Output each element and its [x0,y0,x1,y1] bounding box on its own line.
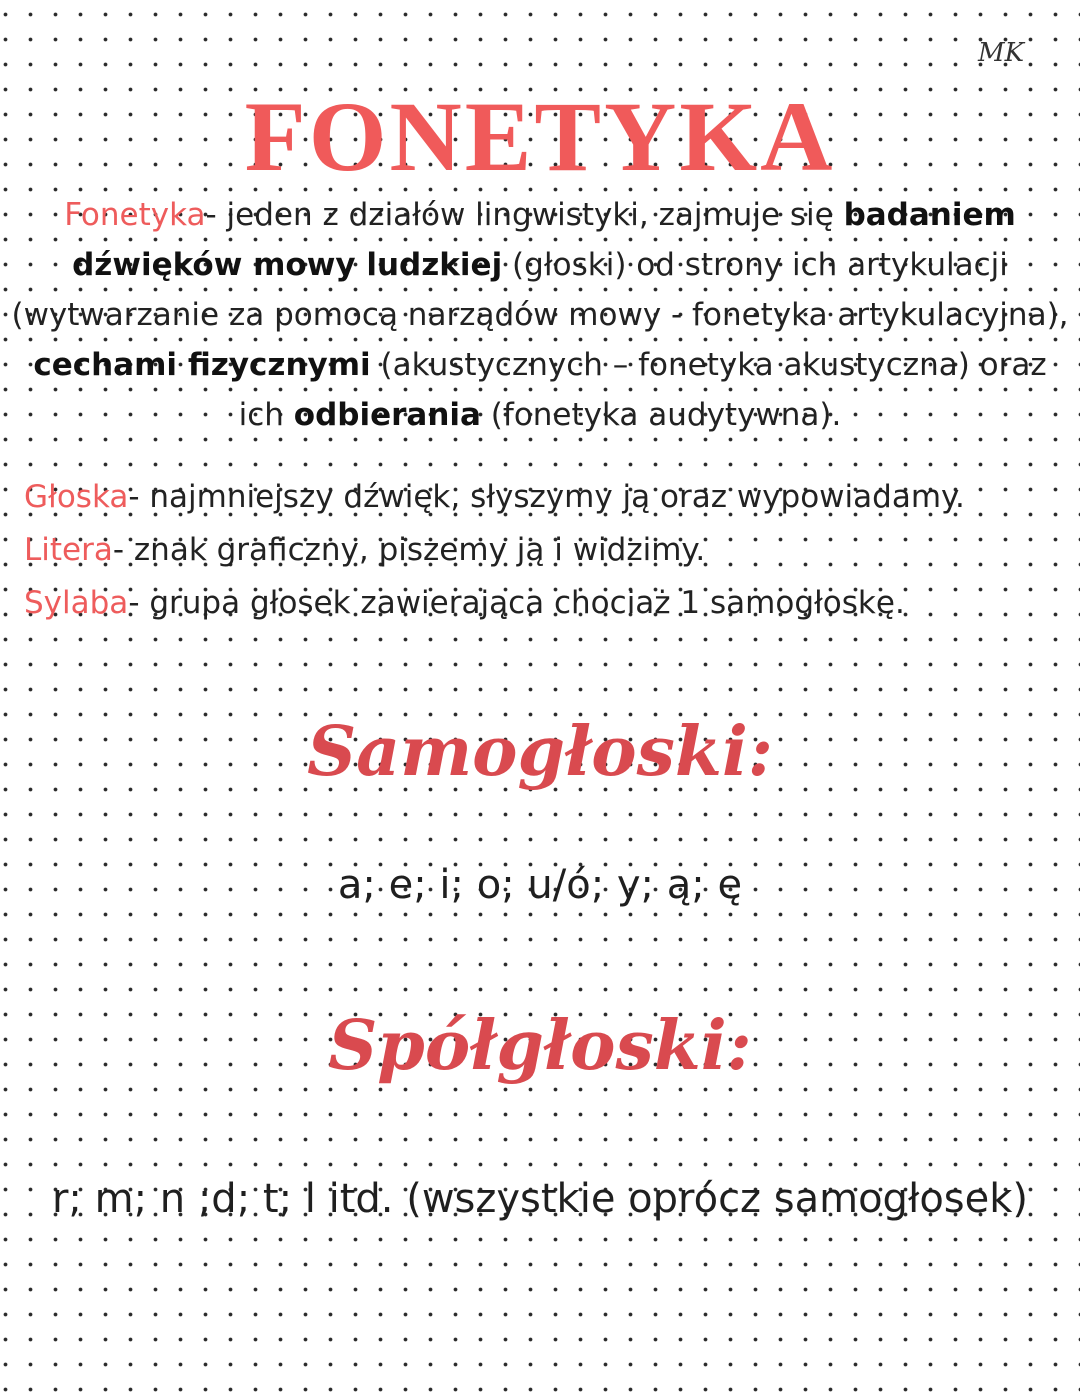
intro-term: Fonetyka [64,197,206,233]
intro-text-1: - jeden z działów lingwistyki, zajmuje się [205,197,844,233]
definition-litera [24,524,1064,577]
definition-term: Litera [24,532,113,568]
definition-text: - znak graficzny, piszemy ją i widzimy. [112,532,706,568]
definition-text: - grupa głosek zawierająca chociaż 1 samogłoskę. [128,585,905,621]
definitions-list [24,471,1064,630]
intro-text-4: (fonetyka audytywna). [480,397,842,433]
page-title: FONETYKA [244,81,836,192]
consonants-list: r; m; n ;d; t; l itd. (wszystkie oprócz samogłosek) [51,1176,1029,1222]
consonants-heading: Spółgłoski: [328,1006,752,1086]
intro-paragraph [10,190,1070,440]
intro-text-2: (głoski) od strony ich artykulacji (wytwarzanie za pomocą narządów mowy - fonetyka artykulacyjna), [11,247,1069,333]
definition-term: Głoska [24,479,129,515]
definition-term: Sylaba [24,585,129,621]
vowels-heading: Samogłoski: [307,712,773,792]
definition-gloska [24,471,1064,524]
definition-text: - najmniejszy dźwięk, słyszymy ją oraz wypowiadamy. [128,479,965,515]
intro-bold-2: cechami fizycznymi [33,347,371,383]
intro-bold-1: badaniem dźwięków mowy ludzkiej [72,197,1016,283]
vowels-list: a; e; i; o; u/ó; y; ą; ę [337,862,743,908]
definition-sylaba [24,577,1064,630]
author-initials: MK [977,38,1024,68]
intro-bold-3: odbierania [293,397,481,433]
intro-text-3: (akustycznych – fonetyka akustyczna) oraz ich [238,347,1047,433]
